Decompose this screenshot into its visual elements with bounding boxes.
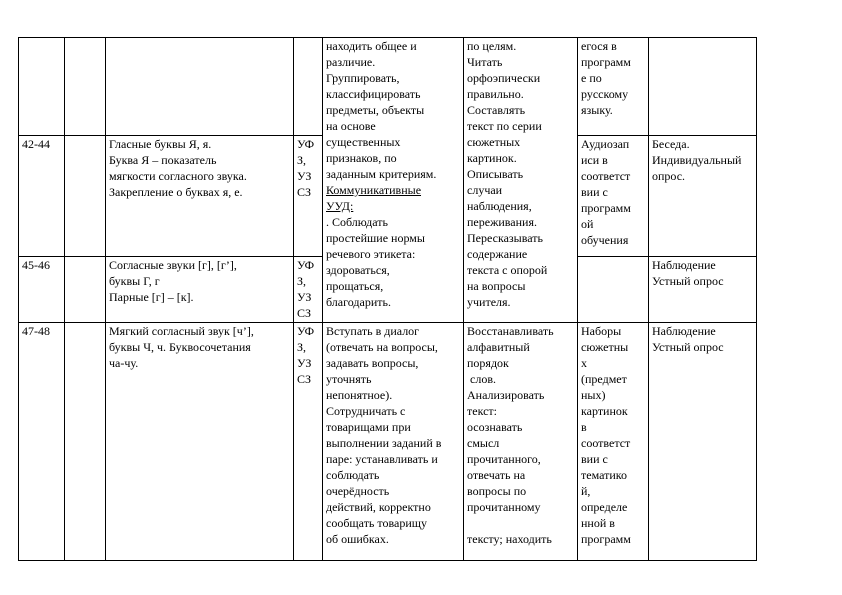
- text-line: выполнении заданий в: [326, 436, 442, 450]
- text-line: текст по серии: [467, 119, 542, 133]
- lesson-number-cell: [19, 323, 65, 561]
- text-line: е по: [581, 71, 602, 85]
- text-line: буквы Г, г: [109, 274, 160, 288]
- text-line: русскому: [581, 87, 629, 101]
- text-line: ча-чу.: [109, 356, 139, 370]
- text-line: З,: [297, 153, 307, 167]
- text-line: иси в: [581, 153, 608, 167]
- control-form-cell: [649, 136, 757, 257]
- text-line: переживания.: [467, 215, 537, 229]
- lesson-type-cell: [294, 38, 323, 136]
- text-line: вии с: [581, 185, 608, 199]
- text-line: Описывать: [467, 167, 524, 181]
- text-line: прочитанному: [467, 500, 541, 514]
- text-line: Парные [г] – [к].: [109, 290, 194, 304]
- blank-line: [467, 515, 575, 531]
- text-line: здороваться,: [326, 263, 390, 277]
- lesson-number: 45-46: [22, 258, 50, 272]
- text-line: случаи: [467, 183, 503, 197]
- teaching-means-cell: [578, 136, 649, 257]
- text-line: на вопросы: [467, 279, 526, 293]
- text-line: обучения: [581, 233, 629, 247]
- text-line: Вступать в диалог: [326, 324, 420, 338]
- text-line: х: [581, 356, 587, 370]
- lesson-type-cell: [294, 257, 323, 323]
- text-line: УЗ: [297, 290, 312, 304]
- text-line: Буква Я – показатель: [109, 153, 217, 167]
- text-line: картинок: [581, 404, 628, 418]
- text-line: Анализировать: [467, 388, 545, 402]
- text-line: программ: [581, 201, 631, 215]
- text-line: Устный опрос: [652, 274, 724, 288]
- section-heading: Коммуникативные: [326, 183, 422, 197]
- text-line: товарищами при: [326, 420, 411, 434]
- text-line: СЗ: [297, 372, 312, 386]
- text-line: (отвечать на вопросы,: [326, 340, 438, 354]
- text-line: благодарить.: [326, 295, 391, 309]
- text-line: вии с: [581, 452, 608, 466]
- teaching-means-cell: [578, 38, 649, 136]
- text-line: паре: устанавливать и: [326, 452, 438, 466]
- text-line: уточнять: [326, 372, 372, 386]
- control-form-cell: [649, 323, 757, 561]
- text-line: (предмет: [581, 372, 627, 386]
- text-line: находить общее и: [326, 39, 417, 53]
- text-line: различие.: [326, 55, 376, 69]
- table-row: [19, 323, 757, 561]
- text-line: СЗ: [297, 306, 312, 320]
- text-line: простейшие нормы: [326, 231, 425, 245]
- text-line: в: [581, 420, 587, 434]
- text-line: об ошибках.: [326, 532, 389, 546]
- text-line: учителя.: [467, 295, 511, 309]
- topic-cell: [106, 323, 294, 561]
- lesson-number-cell: [19, 136, 65, 257]
- text-line: Группировать,: [326, 71, 400, 85]
- text-line: УЗ: [297, 356, 312, 370]
- lesson-number-cell: [19, 257, 65, 323]
- text-line: Наблюдение: [652, 324, 716, 338]
- date-cell: [65, 38, 106, 136]
- text-line: порядок: [467, 356, 509, 370]
- text-line: соблюдать: [326, 468, 380, 482]
- text-line: осознавать: [467, 420, 523, 434]
- text-line: на основе: [326, 119, 376, 133]
- text-line: УФ: [297, 258, 315, 272]
- text-line: прощаться,: [326, 279, 384, 293]
- text-line: определе: [581, 500, 628, 514]
- section-heading: УУД:: [326, 199, 354, 213]
- lesson-number-cell: [19, 38, 65, 136]
- text-line: текст:: [467, 404, 498, 418]
- activity-cell: [323, 323, 464, 561]
- text-line: Устный опрос: [652, 340, 724, 354]
- learning-activity-cell: [464, 323, 578, 561]
- text-line: Составлять: [467, 103, 526, 117]
- text-line: действий, корректно: [326, 500, 431, 514]
- text-line: Наблюдение: [652, 258, 716, 272]
- text-line: УФ: [297, 137, 315, 151]
- control-form-cell: [649, 38, 757, 136]
- topic-cell: [106, 257, 294, 323]
- text-line: Гласные буквы Я, я.: [109, 137, 212, 151]
- text-line: текста с опорой: [467, 263, 548, 277]
- text-line: алфавитный: [467, 340, 530, 354]
- text-line: мягкости согласного звука.: [109, 169, 247, 183]
- text-line: вопросы по: [467, 484, 527, 498]
- teaching-means-cell: [578, 257, 649, 323]
- text-line: соответст: [581, 436, 631, 450]
- text-line: Индивидуальный: [652, 153, 742, 167]
- text-line: Мягкий согласный звук [ч’],: [109, 324, 254, 338]
- text-line: Аудиозап: [581, 137, 630, 151]
- text-line: Пересказывать: [467, 231, 543, 245]
- lesson-plan-table: [18, 37, 757, 561]
- text-line: правильно.: [467, 87, 524, 101]
- text-line: языку.: [581, 103, 613, 117]
- text-line: орфоэпически: [467, 71, 541, 85]
- text-line: картинок.: [467, 151, 517, 165]
- text-line: Наборы: [581, 324, 622, 338]
- text-line: Беседа.: [652, 137, 690, 151]
- text-line: ных): [581, 388, 606, 402]
- text-line: опрос.: [652, 169, 686, 183]
- topic-cell: [106, 136, 294, 257]
- text-line: Закрепление о буквах я, е.: [109, 185, 243, 199]
- text-line: тематико: [581, 468, 627, 482]
- text-line: сообщать товарищу: [326, 516, 427, 530]
- text-line: УФ: [297, 324, 315, 338]
- text-line: предметы, объекты: [326, 103, 425, 117]
- text-line: очерёдность: [326, 484, 390, 498]
- text-line: классифицировать: [326, 87, 421, 101]
- text-line: заданным критериям.: [326, 167, 437, 181]
- text-line: тексту; находить: [467, 532, 552, 546]
- text-line: прочитанного,: [467, 452, 541, 466]
- lesson-number: 42-44: [22, 137, 50, 151]
- text-line: программ: [581, 55, 631, 69]
- text-line: соответст: [581, 169, 631, 183]
- teaching-means-cell: [578, 323, 649, 561]
- text-line: существенных: [326, 135, 401, 149]
- text-line: наблюдения,: [467, 199, 532, 213]
- activity-cell: [323, 38, 464, 323]
- text-line: сюжетны: [581, 340, 629, 354]
- text-line: З,: [297, 340, 307, 354]
- text-line: . Соблюдать: [326, 215, 388, 229]
- text-line: УЗ: [297, 169, 312, 183]
- text-line: содержание: [467, 247, 528, 261]
- text-line: речевого этикета:: [326, 247, 416, 261]
- text-line: й,: [581, 484, 591, 498]
- lesson-number: 47-48: [22, 324, 50, 338]
- text-line: Восстанавливать: [467, 324, 554, 338]
- control-form-cell: [649, 257, 757, 323]
- text-line: смысл: [467, 436, 500, 450]
- text-line: Сотрудничать с: [326, 404, 406, 418]
- text-line: Согласные звуки [г], [г’],: [109, 258, 237, 272]
- date-cell: [65, 323, 106, 561]
- date-cell: [65, 257, 106, 323]
- text-line: отвечать на: [467, 468, 526, 482]
- date-cell: [65, 136, 106, 257]
- text-line: З,: [297, 274, 307, 288]
- table-row: [19, 38, 757, 136]
- text-line: признаков, по: [326, 151, 397, 165]
- text-line: программ: [581, 532, 631, 546]
- lesson-type-cell: [294, 323, 323, 561]
- text-line: непонятное).: [326, 388, 393, 402]
- lesson-type-cell: [294, 136, 323, 257]
- text-line: задавать вопросы,: [326, 356, 419, 370]
- text-line: ой: [581, 217, 594, 231]
- text-line: слов.: [467, 372, 496, 386]
- text-line: нной в: [581, 516, 615, 530]
- text-line: Читать: [467, 55, 503, 69]
- learning-activity-cell: [464, 38, 578, 323]
- text-line: сюжетных: [467, 135, 521, 149]
- text-line: буквы Ч, ч. Буквосочетания: [109, 340, 251, 354]
- text-line: СЗ: [297, 185, 312, 199]
- lesson-plan-document: [18, 37, 757, 561]
- text-line: егося в: [581, 39, 617, 53]
- text-line: по целям.: [467, 39, 517, 53]
- topic-cell: [106, 38, 294, 136]
